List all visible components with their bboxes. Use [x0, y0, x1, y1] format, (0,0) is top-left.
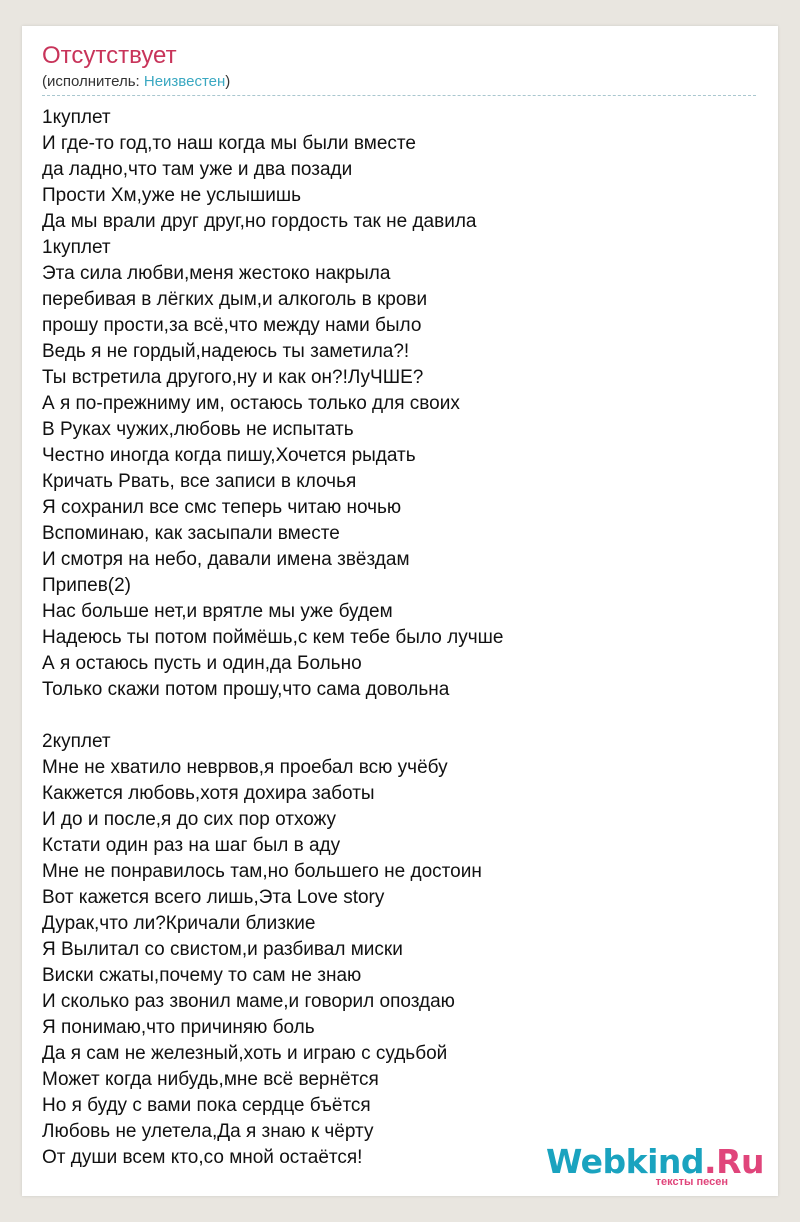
lyric-line: Да я сам не железный,хоть и играю с судьбой: [42, 1043, 448, 1064]
lyric-line: прошу прости,за всё,что между нами было: [42, 315, 422, 336]
lyric-line: Ведь я не гордый,надеюсь ты заметила?!: [42, 341, 410, 362]
lyric-line: 1куплет: [42, 237, 111, 258]
lyric-line: А я остаюсь пусть и один,да Больно: [42, 653, 362, 674]
lyric-line: Виски сжаты,почему то сам не знаю: [42, 965, 362, 986]
lyric-line: Ты встретила другого,ну и как он?!ЛуЧШЕ?: [42, 367, 424, 388]
lyric-line: Надеюсь ты потом поймёшь,с кем тебе было лучше: [42, 627, 504, 648]
lyric-line: Любовь не улетела,Да я знаю к чёрту: [42, 1121, 374, 1142]
artist-suffix: ): [225, 73, 231, 90]
lyric-line: Мне не понравилось там,но большего не достоин: [42, 861, 482, 882]
lyric-line: 2куплет: [42, 731, 111, 752]
lyric-line: 1куплет: [42, 107, 111, 128]
lyric-line: [42, 703, 762, 729]
artist-prefix: (исполнитель:: [42, 73, 144, 90]
lyric-line: Кричать Рвать, все записи в клочья: [42, 471, 357, 492]
lyric-line: Нас больше нет,и врятле мы уже будем: [42, 601, 393, 622]
artist-line: [42, 73, 230, 90]
lyric-line: И до и после,я до сих пор отхожу: [42, 809, 337, 830]
lyric-line: Прости Хм,уже не услышишь: [42, 185, 302, 206]
site-watermark: [545, 1140, 772, 1196]
lyric-line: Вспоминаю, как засыпали вместе: [42, 523, 340, 544]
lyric-line: Я понимаю,что причиняю боль: [42, 1017, 315, 1038]
lyric-line: Может когда нибудь,мне всё вернётся: [42, 1069, 379, 1090]
lyric-line: Честно иногда когда пишу,Хочется рыдать: [42, 445, 416, 466]
song-title: Отсутствует: [42, 42, 177, 69]
lyric-line: Дурак,что ли?Кричали близкие: [42, 913, 316, 934]
lyric-line: Вот кажется всего лишь,Эта Love story: [42, 887, 385, 908]
lyrics-page: [22, 26, 778, 1196]
lyrics-text: [42, 105, 762, 1171]
lyric-line: Только скажи потом прошу,что сама довольна: [42, 679, 450, 700]
lyric-line: Какжется любовь,хотя дохира заботы: [42, 783, 375, 804]
lyric-line: перебивая в лёгких дым,и алкоголь в крови: [42, 289, 428, 310]
lyric-line: Я сохранил все смс теперь читаю ночью: [42, 497, 402, 518]
lyric-line: В Руках чужих,любовь не испытать: [42, 419, 354, 440]
lyric-line: И сколько раз звонил маме,и говорил опоздаю: [42, 991, 455, 1012]
artist-link[interactable]: Неизвестен: [143, 73, 226, 90]
lyric-line: А я по-прежниму им, остаюсь только для своих: [42, 393, 460, 414]
lyric-line: Я Вылитал со свистом,и разбивал миски: [42, 939, 403, 960]
lyric-line: От души всем кто,со мной остаётся!: [42, 1147, 363, 1168]
watermark-tagline: тексты песен: [655, 1176, 728, 1188]
lyric-line: да ладно,что там уже и два позади: [42, 159, 353, 180]
lyric-line: Да мы врали друг друг,но гордость так не давила: [42, 211, 477, 232]
watermark-brand: Webkind: [545, 1142, 705, 1181]
lyric-line: Эта сила любви,меня жестоко накрыла: [42, 263, 391, 284]
lyric-line: Припев(2): [42, 575, 132, 596]
divider: [42, 95, 756, 96]
lyric-line: Кстати один раз на шаг был в аду: [42, 835, 341, 856]
lyric-line: И смотря на небо, давали имена звёздам: [42, 549, 410, 570]
watermark-tld: .Ru: [704, 1142, 764, 1181]
lyric-line: Мне не хватило неврвов,я проебал всю учёбу: [42, 757, 448, 778]
lyric-line: Но я буду с вами пока сердце бъётся: [42, 1095, 371, 1116]
lyric-line: И где-то год,то наш когда мы были вместе: [42, 133, 416, 154]
